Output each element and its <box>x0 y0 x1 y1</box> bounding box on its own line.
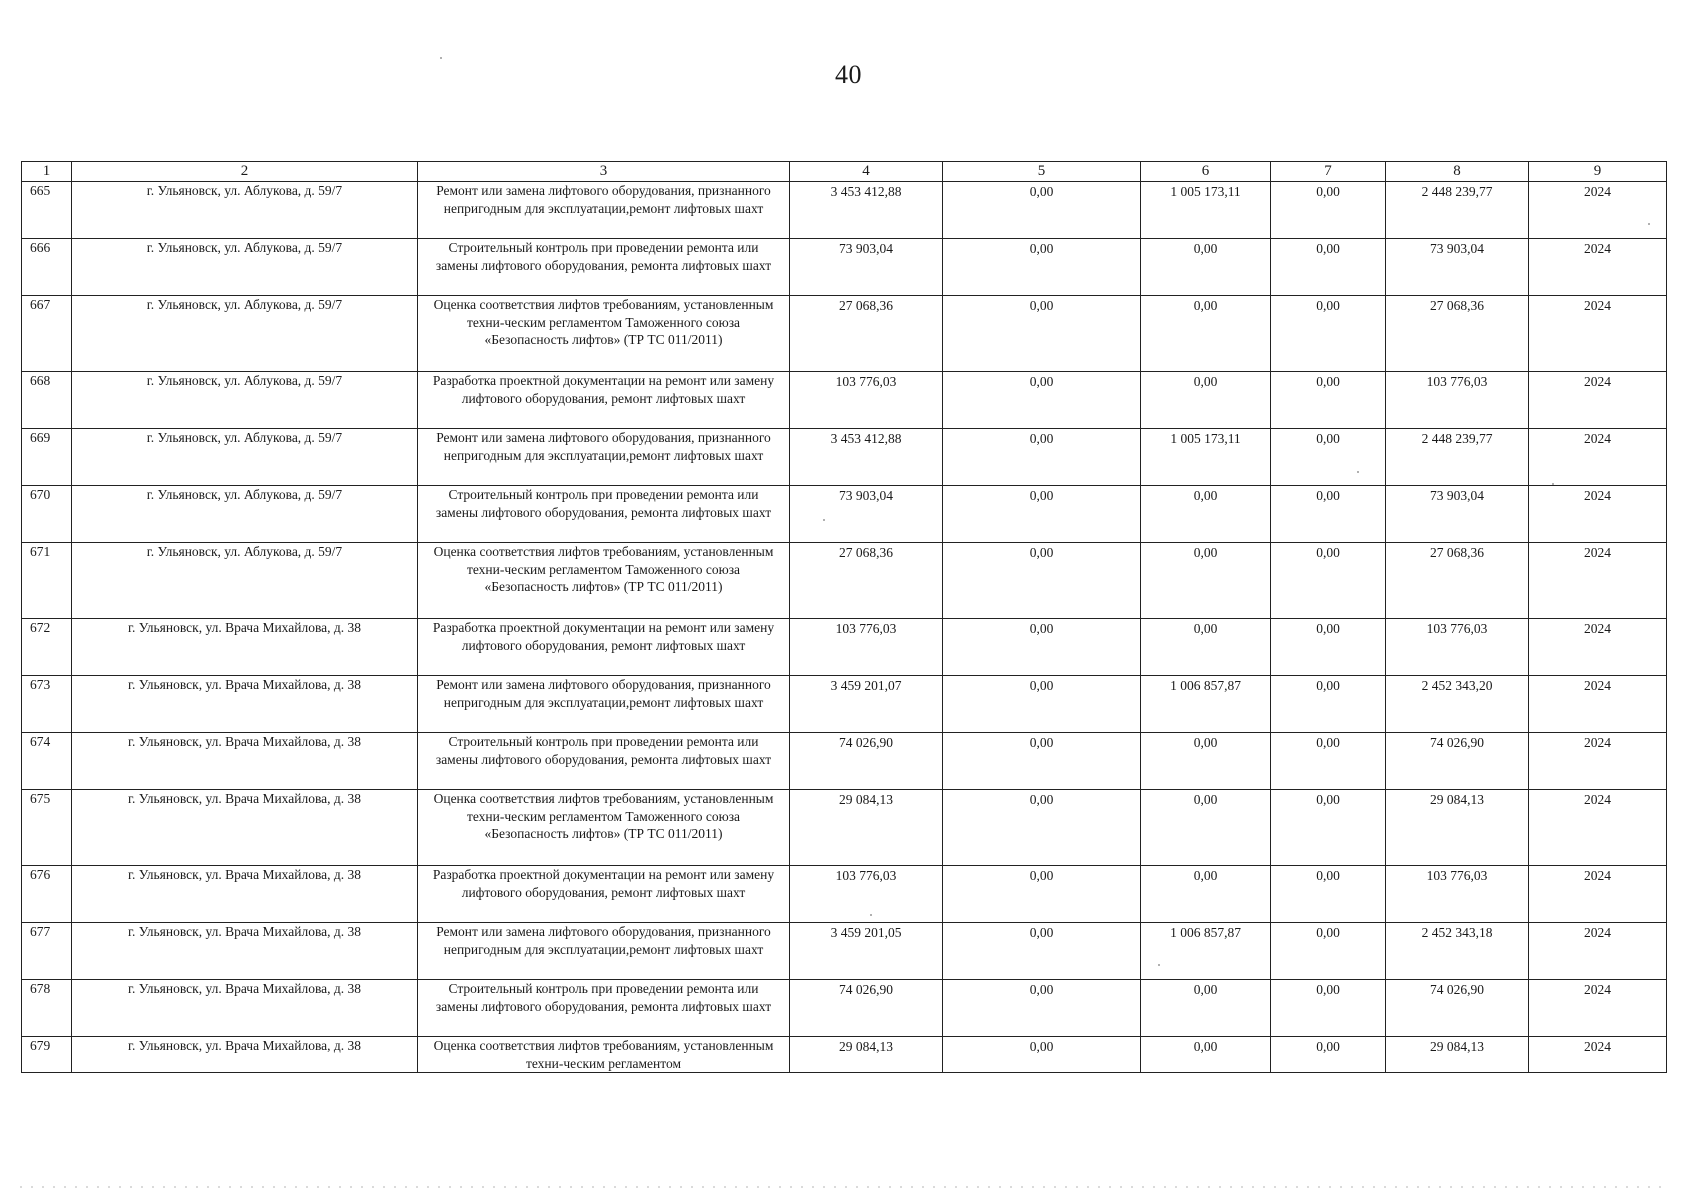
table-row <box>22 543 1667 619</box>
row-number: 671 <box>22 543 72 619</box>
row-number: 679 <box>22 1037 72 1073</box>
column-7-cell: 0,00 <box>1271 676 1386 733</box>
year-cell: 2024 <box>1529 1037 1667 1073</box>
year-cell: 2024 <box>1529 543 1667 619</box>
column-5-cell: 0,00 <box>943 182 1141 239</box>
column-7-cell: 0,00 <box>1271 790 1386 866</box>
column-header: 8 <box>1386 162 1529 182</box>
work-description-cell: Оценка соответствия лифтов требованиям, установленным техни-ческим регламентом Таможенного союза «Безопасность лифтов» (ТР ТС 011/2011) <box>418 543 790 619</box>
column-header: 9 <box>1529 162 1667 182</box>
year-cell: 2024 <box>1529 296 1667 372</box>
row-number: 675 <box>22 790 72 866</box>
column-7-cell: 0,00 <box>1271 486 1386 543</box>
column-5-cell: 0,00 <box>943 866 1141 923</box>
column-header: 2 <box>72 162 418 182</box>
table-row <box>22 1037 1667 1073</box>
year-cell: 2024 <box>1529 486 1667 543</box>
work-description-cell: Оценка соответствия лифтов требованиям, установленным техни-ческим регламентом Таможенного союза «Безопасность лифтов» (ТР ТС 011/2011) <box>418 790 790 866</box>
column-header: 4 <box>790 162 943 182</box>
address-cell: г. Ульяновск, ул. Аблукова, д. 59/7 <box>72 239 418 296</box>
column-8-cell: 74 026,90 <box>1386 980 1529 1037</box>
total-cost-cell: 27 068,36 <box>790 296 943 372</box>
total-cost-cell: 29 084,13 <box>790 1037 943 1073</box>
column-header: 1 <box>22 162 72 182</box>
total-cost-cell: 73 903,04 <box>790 239 943 296</box>
work-description-cell: Разработка проектной документации на ремонт или замену лифтового оборудования, ремонт лифтовых шахт <box>418 619 790 676</box>
document-table-container <box>21 161 1666 1073</box>
address-cell: г. Ульяновск, ул. Аблукова, д. 59/7 <box>72 296 418 372</box>
page-number: 40 <box>835 60 862 89</box>
column-7-cell: 0,00 <box>1271 543 1386 619</box>
column-5-cell: 0,00 <box>943 296 1141 372</box>
work-description-cell: Строительный контроль при проведении ремонта или замены лифтового оборудования, ремонта лифтовых шахт <box>418 980 790 1037</box>
year-cell: 2024 <box>1529 923 1667 980</box>
work-description-cell: Ремонт или замена лифтового оборудования, признанного непригодным для эксплуатации,ремонт лифтовых шахт <box>418 182 790 239</box>
address-cell: г. Ульяновск, ул. Аблукова, д. 59/7 <box>72 486 418 543</box>
table-row <box>22 239 1667 296</box>
row-number: 665 <box>22 182 72 239</box>
total-cost-cell: 3 459 201,05 <box>790 923 943 980</box>
column-8-cell: 2 452 343,20 <box>1386 676 1529 733</box>
work-description-cell: Разработка проектной документации на ремонт или замену лифтового оборудования, ремонт лифтовых шахт <box>418 866 790 923</box>
work-description-cell: Строительный контроль при проведении ремонта или замены лифтового оборудования, ремонта лифтовых шахт <box>418 733 790 790</box>
column-6-cell: 1 005 173,11 <box>1141 429 1271 486</box>
year-cell: 2024 <box>1529 866 1667 923</box>
work-description-cell: Ремонт или замена лифтового оборудования, признанного непригодным для эксплуатации,ремонт лифтовых шахт <box>418 923 790 980</box>
year-cell: 2024 <box>1529 980 1667 1037</box>
column-8-cell: 2 448 239,77 <box>1386 182 1529 239</box>
address-cell: г. Ульяновск, ул. Врача Михайлова, д. 38 <box>72 676 418 733</box>
column-6-cell: 0,00 <box>1141 372 1271 429</box>
year-cell: 2024 <box>1529 790 1667 866</box>
row-number: 669 <box>22 429 72 486</box>
work-description-cell: Оценка соответствия лифтов требованиям, установленным техни-ческим регламентом <box>418 1037 790 1073</box>
document-table <box>21 161 1667 1073</box>
column-5-cell: 0,00 <box>943 429 1141 486</box>
row-number: 673 <box>22 676 72 733</box>
table-row <box>22 866 1667 923</box>
column-7-cell: 0,00 <box>1271 239 1386 296</box>
column-5-cell: 0,00 <box>943 676 1141 733</box>
total-cost-cell: 3 453 412,88 <box>790 182 943 239</box>
column-5-cell: 0,00 <box>943 1037 1141 1073</box>
scan-noise-line <box>20 1186 1670 1188</box>
column-8-cell: 2 448 239,77 <box>1386 429 1529 486</box>
total-cost-cell: 103 776,03 <box>790 866 943 923</box>
total-cost-cell: 27 068,36 <box>790 543 943 619</box>
column-8-cell: 29 084,13 <box>1386 1037 1529 1073</box>
year-cell: 2024 <box>1529 733 1667 790</box>
column-6-cell: 0,00 <box>1141 486 1271 543</box>
address-cell: г. Ульяновск, ул. Врача Михайлова, д. 38 <box>72 790 418 866</box>
table-row <box>22 733 1667 790</box>
row-number: 667 <box>22 296 72 372</box>
column-8-cell: 2 452 343,18 <box>1386 923 1529 980</box>
column-5-cell: 0,00 <box>943 239 1141 296</box>
column-8-cell: 27 068,36 <box>1386 296 1529 372</box>
total-cost-cell: 29 084,13 <box>790 790 943 866</box>
column-header: 5 <box>943 162 1141 182</box>
table-row <box>22 429 1667 486</box>
column-8-cell: 29 084,13 <box>1386 790 1529 866</box>
column-8-cell: 73 903,04 <box>1386 239 1529 296</box>
column-6-cell: 0,00 <box>1141 980 1271 1037</box>
total-cost-cell: 103 776,03 <box>790 619 943 676</box>
table-row <box>22 296 1667 372</box>
scan-speck <box>1158 964 1160 966</box>
table-row <box>22 182 1667 239</box>
address-cell: г. Ульяновск, ул. Аблукова, д. 59/7 <box>72 182 418 239</box>
column-6-cell: 0,00 <box>1141 619 1271 676</box>
total-cost-cell: 74 026,90 <box>790 980 943 1037</box>
work-description-cell: Ремонт или замена лифтового оборудования, признанного непригодным для эксплуатации,ремонт лифтовых шахт <box>418 676 790 733</box>
column-7-cell: 0,00 <box>1271 619 1386 676</box>
scan-speck <box>1357 471 1359 473</box>
column-5-cell: 0,00 <box>943 980 1141 1037</box>
column-6-cell: 0,00 <box>1141 239 1271 296</box>
total-cost-cell: 74 026,90 <box>790 733 943 790</box>
column-8-cell: 103 776,03 <box>1386 619 1529 676</box>
column-6-cell: 0,00 <box>1141 866 1271 923</box>
column-5-cell: 0,00 <box>943 619 1141 676</box>
column-5-cell: 0,00 <box>943 733 1141 790</box>
column-7-cell: 0,00 <box>1271 372 1386 429</box>
column-header: 6 <box>1141 162 1271 182</box>
table-body <box>22 182 1667 1073</box>
column-6-cell: 1 006 857,87 <box>1141 676 1271 733</box>
total-cost-cell: 3 453 412,88 <box>790 429 943 486</box>
year-cell: 2024 <box>1529 676 1667 733</box>
column-7-cell: 0,00 <box>1271 980 1386 1037</box>
year-cell: 2024 <box>1529 372 1667 429</box>
column-6-cell: 0,00 <box>1141 1037 1271 1073</box>
column-5-cell: 0,00 <box>943 543 1141 619</box>
table-row <box>22 372 1667 429</box>
total-cost-cell: 73 903,04 <box>790 486 943 543</box>
table-row <box>22 790 1667 866</box>
column-7-cell: 0,00 <box>1271 866 1386 923</box>
scan-speck <box>823 519 825 521</box>
column-6-cell: 1 006 857,87 <box>1141 923 1271 980</box>
table-row <box>22 486 1667 543</box>
year-cell: 2024 <box>1529 619 1667 676</box>
row-number: 677 <box>22 923 72 980</box>
year-cell: 2024 <box>1529 182 1667 239</box>
year-cell: 2024 <box>1529 429 1667 486</box>
work-description-cell: Разработка проектной документации на ремонт или замену лифтового оборудования, ремонт лифтовых шахт <box>418 372 790 429</box>
work-description-cell: Строительный контроль при проведении ремонта или замены лифтового оборудования, ремонта лифтовых шахт <box>418 486 790 543</box>
column-6-cell: 1 005 173,11 <box>1141 182 1271 239</box>
column-8-cell: 74 026,90 <box>1386 733 1529 790</box>
row-number: 670 <box>22 486 72 543</box>
column-8-cell: 27 068,36 <box>1386 543 1529 619</box>
column-8-cell: 73 903,04 <box>1386 486 1529 543</box>
column-5-cell: 0,00 <box>943 372 1141 429</box>
address-cell: г. Ульяновск, ул. Врача Михайлова, д. 38 <box>72 733 418 790</box>
address-cell: г. Ульяновск, ул. Аблукова, д. 59/7 <box>72 543 418 619</box>
column-7-cell: 0,00 <box>1271 923 1386 980</box>
total-cost-cell: 3 459 201,07 <box>790 676 943 733</box>
column-6-cell: 0,00 <box>1141 296 1271 372</box>
header-row <box>22 162 1667 182</box>
scan-speck <box>1552 483 1554 485</box>
table-row <box>22 619 1667 676</box>
column-7-cell: 0,00 <box>1271 1037 1386 1073</box>
work-description-cell: Строительный контроль при проведении ремонта или замены лифтового оборудования, ремонта лифтовых шахт <box>418 239 790 296</box>
column-5-cell: 0,00 <box>943 923 1141 980</box>
row-number: 672 <box>22 619 72 676</box>
row-number: 674 <box>22 733 72 790</box>
address-cell: г. Ульяновск, ул. Врача Михайлова, д. 38 <box>72 980 418 1037</box>
year-cell: 2024 <box>1529 239 1667 296</box>
work-description-cell: Оценка соответствия лифтов требованиям, установленным техни-ческим регламентом Таможенного союза «Безопасность лифтов» (ТР ТС 011/2011) <box>418 296 790 372</box>
column-header: 7 <box>1271 162 1386 182</box>
address-cell: г. Ульяновск, ул. Врача Михайлова, д. 38 <box>72 619 418 676</box>
address-cell: г. Ульяновск, ул. Врача Михайлова, д. 38 <box>72 866 418 923</box>
column-8-cell: 103 776,03 <box>1386 866 1529 923</box>
row-number: 676 <box>22 866 72 923</box>
address-cell: г. Ульяновск, ул. Врача Михайлова, д. 38 <box>72 1037 418 1073</box>
address-cell: г. Ульяновск, ул. Аблукова, д. 59/7 <box>72 429 418 486</box>
row-number: 678 <box>22 980 72 1037</box>
column-6-cell: 0,00 <box>1141 543 1271 619</box>
address-cell: г. Ульяновск, ул. Аблукова, д. 59/7 <box>72 372 418 429</box>
column-header: 3 <box>418 162 790 182</box>
column-5-cell: 0,00 <box>943 790 1141 866</box>
table-row <box>22 980 1667 1037</box>
total-cost-cell: 103 776,03 <box>790 372 943 429</box>
column-7-cell: 0,00 <box>1271 296 1386 372</box>
column-5-cell: 0,00 <box>943 486 1141 543</box>
column-7-cell: 0,00 <box>1271 429 1386 486</box>
row-number: 666 <box>22 239 72 296</box>
address-cell: г. Ульяновск, ул. Врача Михайлова, д. 38 <box>72 923 418 980</box>
work-description-cell: Ремонт или замена лифтового оборудования, признанного непригодным для эксплуатации,ремонт лифтовых шахт <box>418 429 790 486</box>
column-8-cell: 103 776,03 <box>1386 372 1529 429</box>
scan-speck <box>870 914 872 916</box>
table-row <box>22 676 1667 733</box>
column-7-cell: 0,00 <box>1271 733 1386 790</box>
scan-speck <box>440 57 442 59</box>
column-7-cell: 0,00 <box>1271 182 1386 239</box>
row-number: 668 <box>22 372 72 429</box>
column-6-cell: 0,00 <box>1141 790 1271 866</box>
scan-speck <box>1648 223 1650 225</box>
table-row <box>22 923 1667 980</box>
column-6-cell: 0,00 <box>1141 733 1271 790</box>
